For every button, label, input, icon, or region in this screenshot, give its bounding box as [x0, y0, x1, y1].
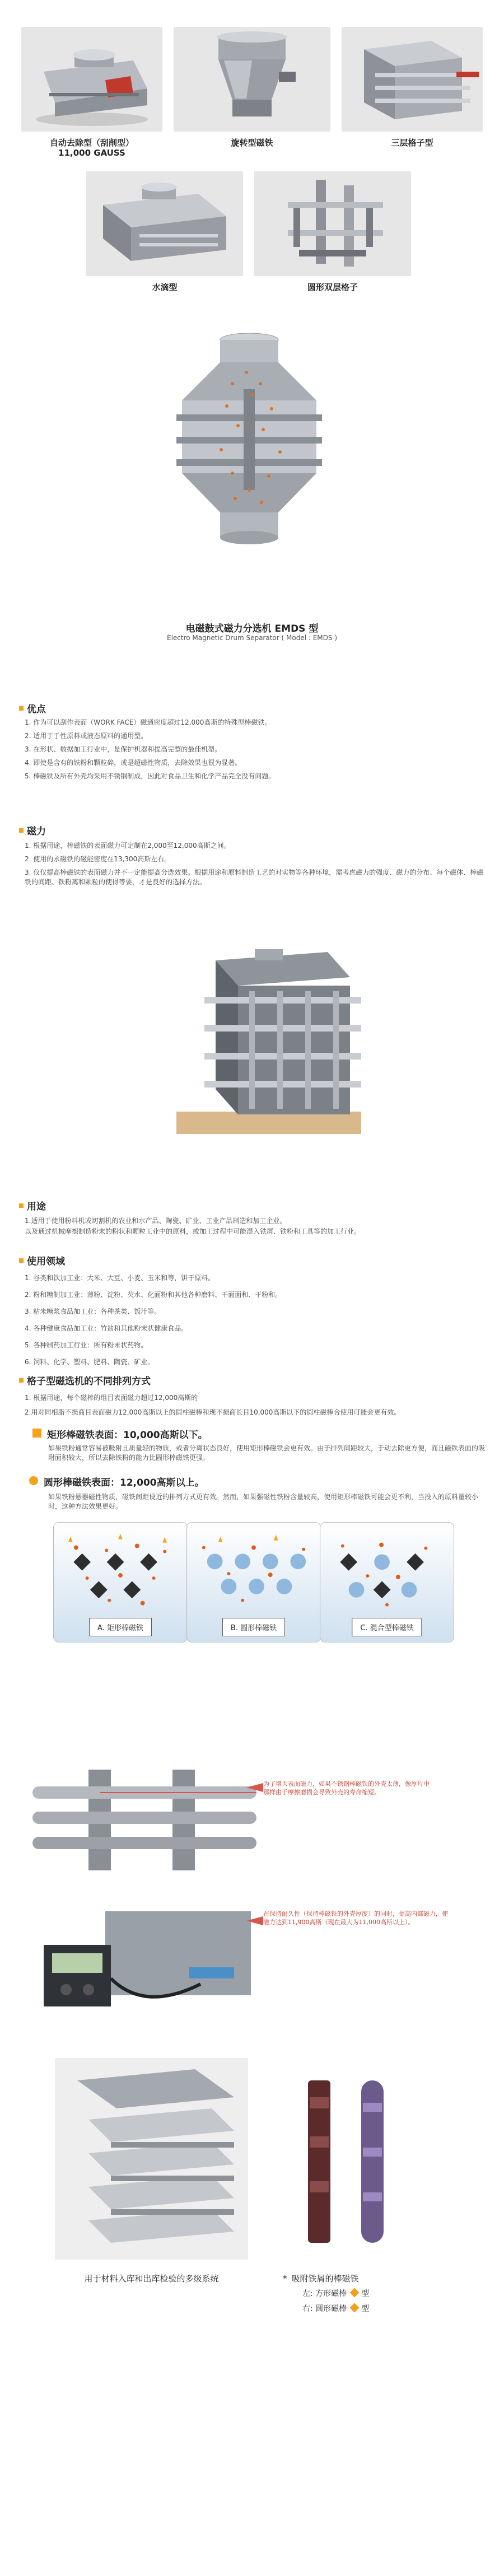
arrangement-list: [25, 1393, 484, 1421]
emds-drum-illustration: [165, 305, 339, 568]
product-caption-5: 圆形双层格子: [307, 282, 358, 292]
product-photo-waterdrop: [86, 171, 243, 276]
panel-mixed-bar: [320, 1522, 454, 1642]
round-bar-text: 如果铁粉悬器磁性物质，磁铁间距设近的排列方式更有效。然而，如果强磁性铁粉含量较高，使用矩形棒磁铁可能会更不利，当投入的原料量较小时，这种方法效果更好。: [48, 1493, 479, 1510]
field-item: 6. 饲料、化学、塑料、肥料、陶瓷、矿业。: [25, 1358, 155, 1366]
usage-item: 1.适用于使用粉料机或切割机的农业和水产品、陶瓷、矿业、工业产品制造和加工企业。: [25, 1217, 287, 1225]
arrangement-item: 2.用对同相脂不损商目表面磁力12,000高斯以上的圆柱磁棒和现不损商长目10,000高斯以下的圆柱磁棒合使用可能会更有效。: [25, 1408, 401, 1416]
product-caption-1: 自动去除型（刮削型） 11,000 GAUSS: [49, 138, 134, 158]
product-photo-rotary: [174, 27, 330, 132]
rect-bar-text: 如果铁粉通常容易被吸附且质量轻的物质，或者分离状态良好，使用矩形棒磁铁会更有效。由于排列间距较大，于动去除更方便，而且磁铁表面的吸附面积较大，所以去除铁粉的能力比圆形棒磁铁更强。: [48, 1444, 486, 1462]
advantage-item: 1. 作为可以刮作表面（WORK FACE）磁通密度超过12,000高斯的特殊型棒磁铁。: [25, 718, 272, 726]
usage-item: 以及通过机械摩擦制造粉末的粉状和颗粒工业中的原料，或加工过程中可能混入铁屑、铁粉和工具等的加工行业。: [25, 1228, 361, 1235]
product-caption-4: 水滴型: [152, 282, 178, 292]
note1-pointer-icon: [246, 1782, 263, 1793]
arrangement-item: 1. 根据用途，每个磁棒的组目表面磁力超过12,000高斯的: [25, 1394, 198, 1402]
product-photo-round-double: [254, 171, 411, 276]
round-bar-marker-icon: [29, 1476, 38, 1485]
advantage-item: 2. 适用于于性原料或液态原料的通用型。: [25, 732, 148, 740]
multistage-caption: 用于材料入库和出库检验的多级系统: [84, 2274, 219, 2284]
emds-title: 电磁鼓式磁力分选机 EMDS 型: [185, 623, 319, 634]
note-2: 在保持耐久性（保持棒磁铁的外壳厚度）的同时，提高内部磁力，使磁力达到11,900高斯（现在最大为11,000高斯以上）。: [263, 1910, 448, 1926]
panel-round-bar: [186, 1522, 321, 1642]
advantages-list: [25, 718, 484, 785]
advantage-item: 4. 即使是含有的铁粉和颗粒碎，或是超磁性物质，去除效果也很为显著。: [25, 759, 242, 767]
advantages-title: 优点: [19, 701, 46, 715]
field-item: 5. 各种制药加工行业：所有粉末状药物。: [25, 1341, 148, 1349]
fields-title: 使用领域: [19, 1253, 65, 1267]
field-item: 3. 粘米糖浆食品加工业：各种茶类、饭汁等。: [25, 1308, 161, 1315]
legend-round-diamond-icon: [350, 2303, 360, 2313]
iron-adhered-bars-photo: [288, 2075, 403, 2254]
magnetism-item: 1. 根据用途，棒磁铁的表面磁力可定制在2,000至12,000高斯之间。: [25, 842, 231, 850]
product-caption-2: 旋转型磁铁: [231, 138, 273, 148]
advantage-item: 5. 棒磁铁及所有外壳均采用不锈钢制成，因此对食品卫生和化学产品完全没有问题。: [25, 772, 276, 780]
field-item: 4. 各种健康食品加工业：竹盐和其他粉末状健康食品。: [25, 1324, 188, 1332]
legend-round-bar: 右: 圆形磁棒 型: [302, 2303, 369, 2314]
legend-square-diamond-icon: [350, 2288, 360, 2298]
field-item: 2. 粉和糖制加工业：薄粉、淀粉、芡水、化面粉和其他各种磨料、干面面和、干粉和。: [25, 1291, 282, 1299]
panel-b-label: B. 圆形棒磁铁: [222, 1618, 285, 1636]
panel-c-label: C. 混合型棒磁铁: [352, 1618, 422, 1636]
magnetism-item: 2. 使用的永磁铁的磁能密度在13,300高斯左右。: [25, 855, 171, 863]
magnetism-title: 磁力: [19, 823, 46, 837]
advantage-item: 3. 在形状、数据加工行业中，是保护机器和提高完整的最佳机型。: [25, 745, 222, 753]
emds-subtitle: Electro Magnetic Drum Separator ( Model : EMDS ): [166, 634, 337, 642]
panel-rect-bar: [53, 1522, 188, 1642]
product-photo-three-layer: [342, 27, 483, 132]
arrangement-title: 格子型磁选机的不同排列方式: [19, 1373, 151, 1387]
product-photo-scraper: [21, 27, 162, 132]
magnetism-item: 3. 仅仅提高棒磁铁的表面磁力并不一定能提高分选效果。根据用途和原料制造工艺的对实物等各种环境，需考虑磁力的强度、磁力的分布、每个磁体、棒磁铁的间距、铁粉离和颗粒的使得等要，才是良好的选择方法。: [25, 869, 484, 886]
gauss-meter-photo: [21, 1900, 256, 2028]
legend-square-bar: 左: 方形磁棒 型: [302, 2288, 369, 2299]
round-bar-title: 圆形棒磁铁表面：12,000高斯以上。: [29, 1474, 204, 1488]
note2-pointer-icon: [246, 1915, 263, 1926]
note-1: 为了增大表面磁力，如果不锈钢棒磁铁的外壳太薄，像厚片中那样由于摩擦磨损会导致外壳的寿命缩短。: [263, 1780, 430, 1796]
grid-separator-photo: [165, 944, 372, 1145]
usage-title: 用途: [19, 1198, 46, 1212]
product-caption-3: 三层格子型: [391, 138, 433, 148]
field-item: 1. 谷类和饮加工业：大米、大豆、小麦、玉米和等，饼干原料。: [25, 1274, 215, 1282]
iron-bar-title: * 吸附铁屑的棒磁铁: [283, 2274, 359, 2284]
panel-a-label: A. 矩形棒磁铁: [89, 1618, 152, 1636]
usage-list: [25, 1216, 484, 1240]
multistage-system-photo: [55, 2058, 248, 2260]
fields-list: [25, 1273, 484, 1371]
rect-bar-title: 矩形棒磁铁表面：10,000高斯以下。: [32, 1427, 208, 1441]
bar-magnet-photo: [21, 1758, 262, 1879]
magnetism-list: [25, 841, 484, 891]
rect-bar-marker-icon: [32, 1429, 41, 1438]
